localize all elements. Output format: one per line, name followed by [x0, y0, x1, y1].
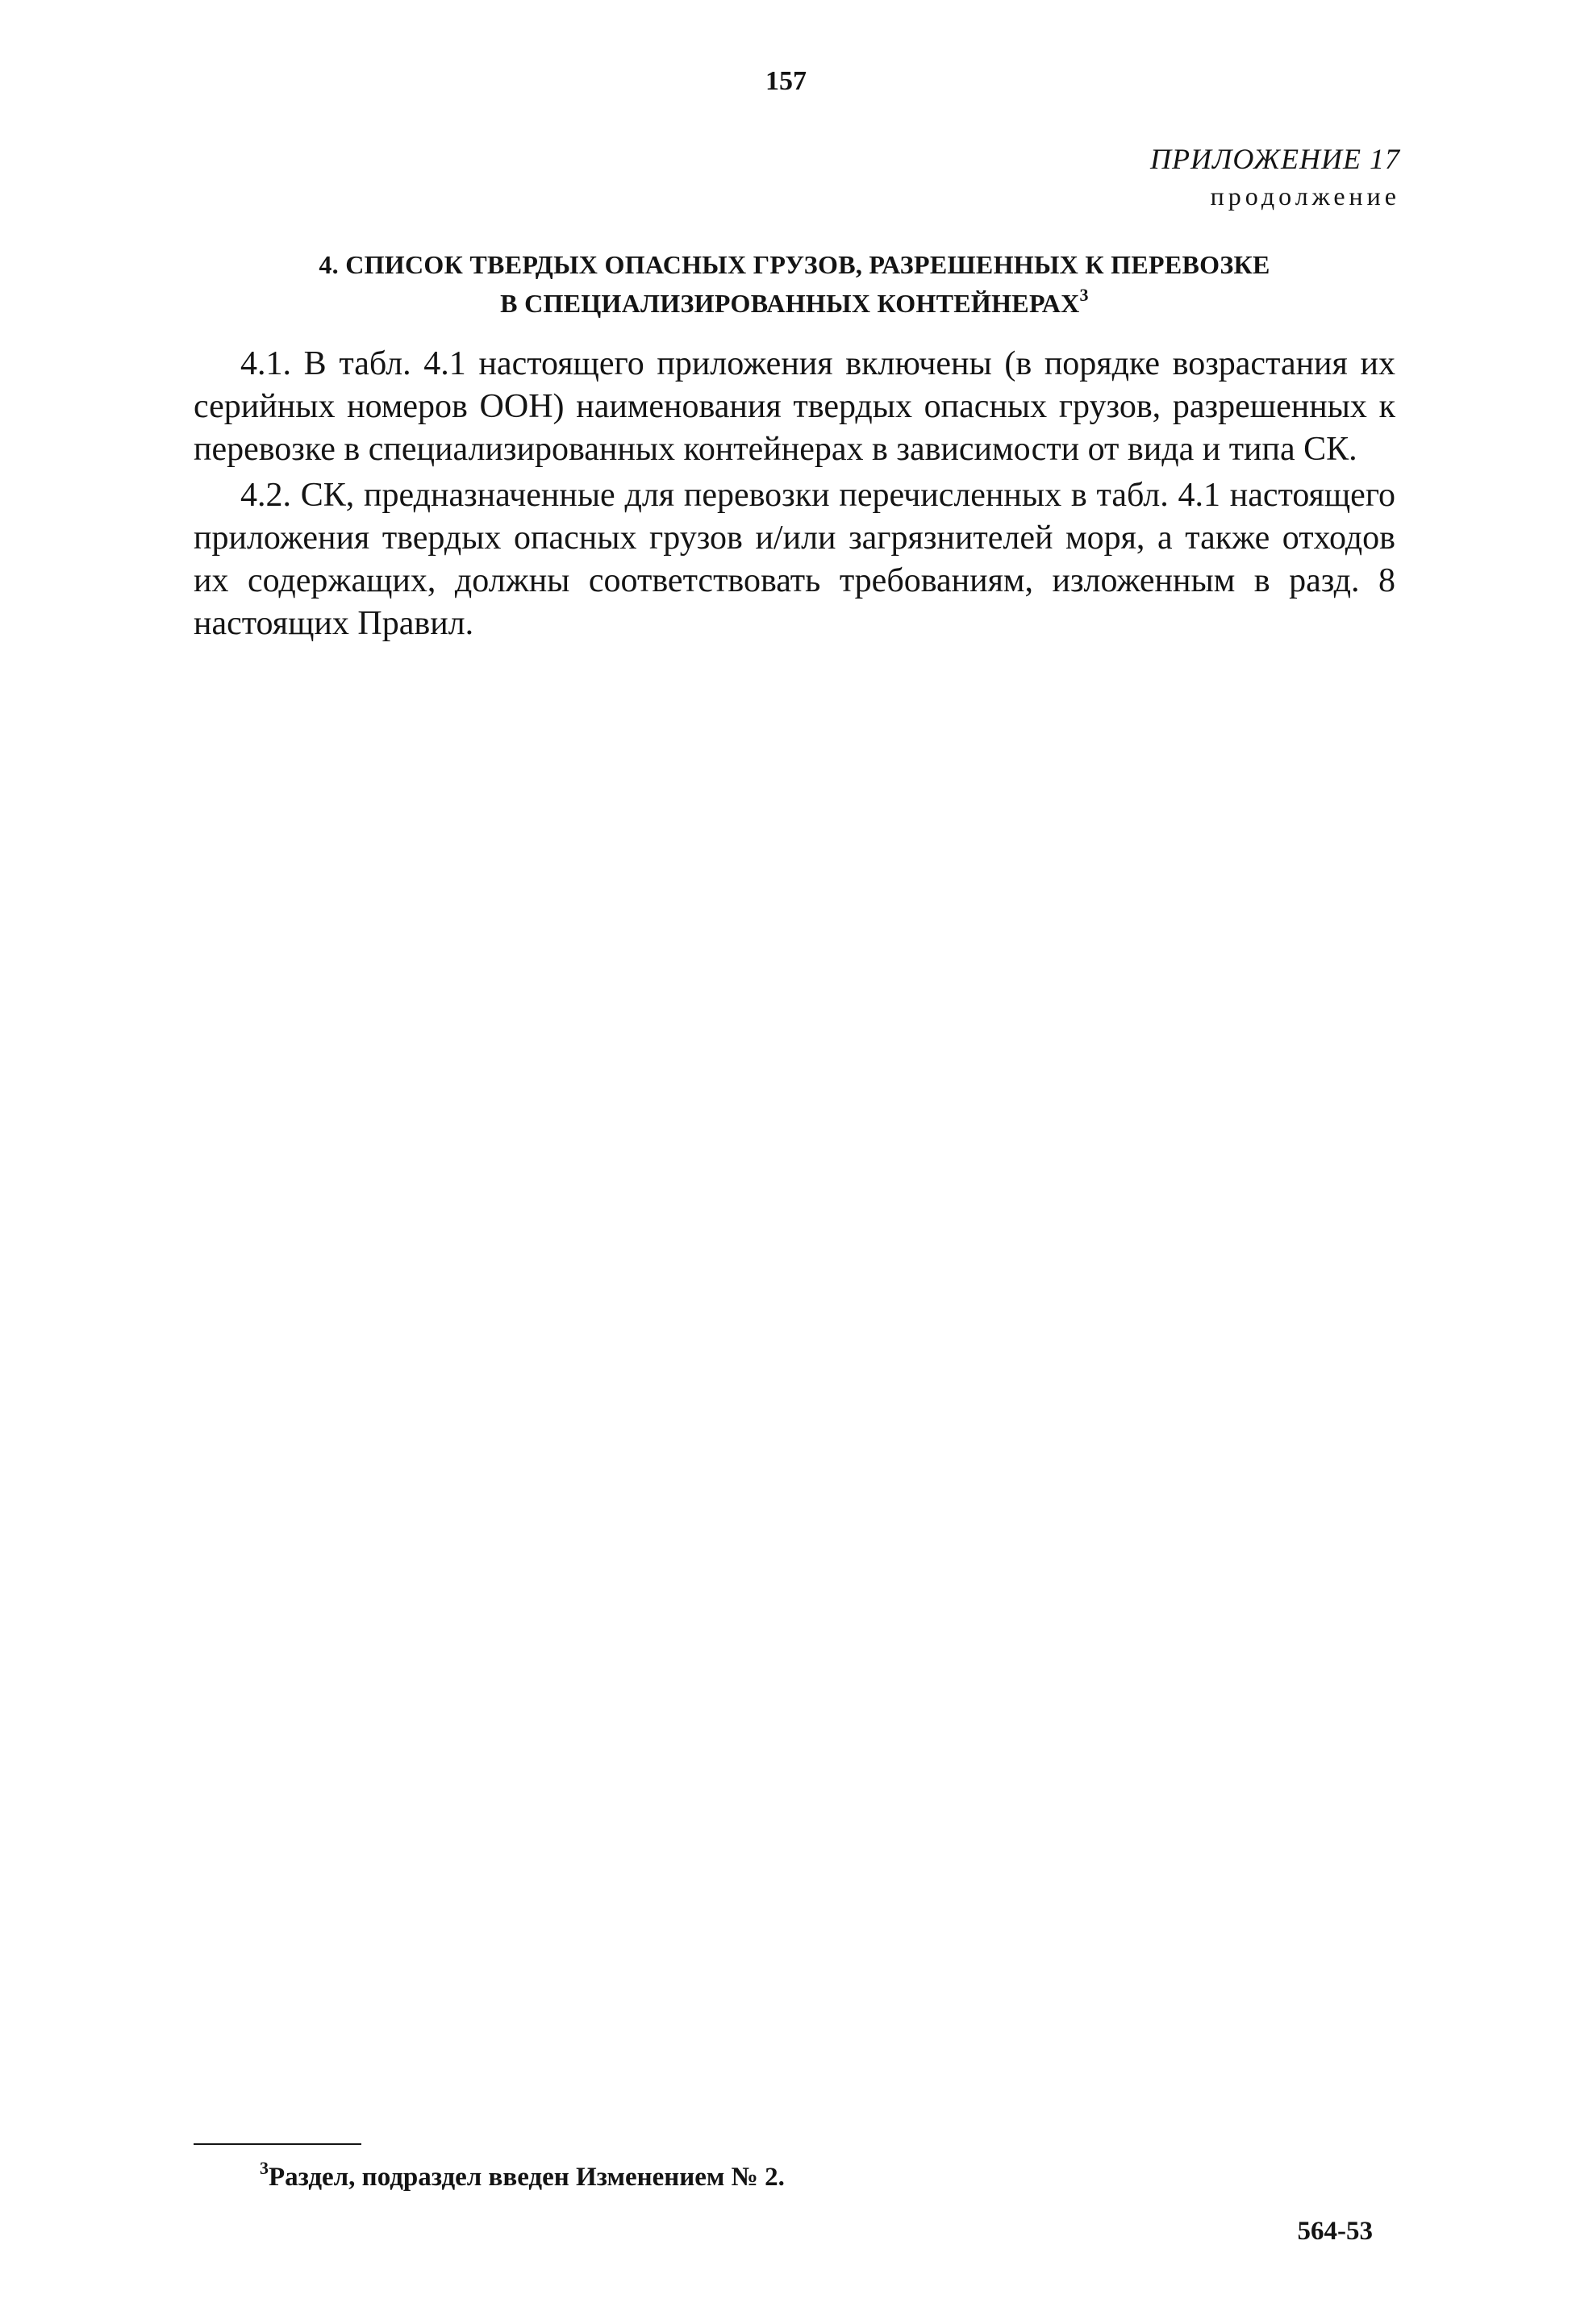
section-heading: [194, 245, 1395, 323]
footnote-divider: [194, 2143, 361, 2145]
section-heading-line2: [194, 284, 1395, 323]
page-number: 157: [765, 66, 807, 96]
section-heading-line2-text: В СПЕЦИАЛИЗИРОВАННЫХ КОНТЕЙНЕРАХ: [500, 289, 1080, 318]
paragraph-4-1: 4.1. В табл. 4.1 настоящего приложения включены (в порядке возрастания их серийных номеров ООН) наименования твердых опасных грузов, разрешенных к перевозке в специализированных контейнерах в зависимости от вида и типа СК.: [194, 345, 1395, 468]
body-text: [194, 343, 1395, 649]
footnote-text: Раздел, подраздел введен Изменением № 2.: [269, 2163, 785, 2192]
footnote-marker: 3: [260, 2158, 269, 2178]
section-heading-line1: 4. СПИСОК ТВЕРДЫХ ОПАСНЫХ ГРУЗОВ, РАЗРЕШЕННЫХ К ПЕРЕВОЗКЕ: [319, 250, 1270, 279]
section-footnote-marker: 3: [1079, 285, 1089, 306]
page-code: 564-53: [1297, 2217, 1373, 2246]
appendix-header: [1150, 139, 1400, 213]
appendix-continuation: продолжение: [1210, 181, 1400, 211]
appendix-title: ПРИЛОЖЕНИЕ 17: [1150, 143, 1400, 175]
paragraph-4-2: 4.2. СК, предназначенные для перевозки перечисленных в табл. 4.1 настоящего приложения твердых опасных грузов и/или загрязнителей моря, а также отходов их содержащих, должны соответствовать требованиям, изложенным в разд. 8 настоящих Правил.: [194, 477, 1395, 642]
footnote: [260, 2159, 785, 2195]
